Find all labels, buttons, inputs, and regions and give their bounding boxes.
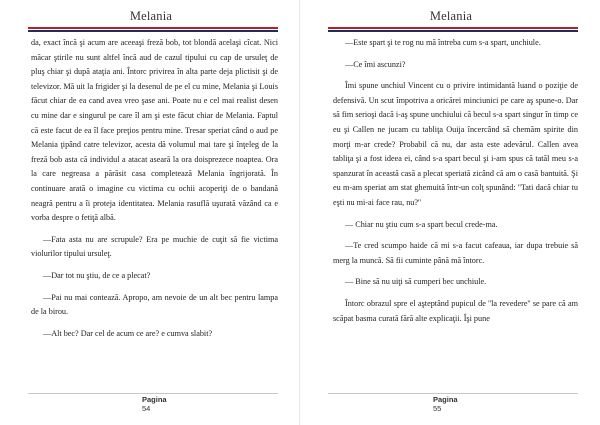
footer-label: Pagina (142, 395, 167, 404)
running-head: Melania (429, 9, 473, 23)
header-rule-navy (328, 30, 578, 32)
paragraph: da, exact încă şi acum are aceeaşi freză bob, tot blondă acelaşi cîcat. Nici măcar ştirile nu sunt altfel încă aud de cazul tipului cu cap de ursuleţ de pluş chiar şi după ataţia ani. Întorc privirea în alta parte deja plictisit şi de televizor. Mă uit la frigider şi la desenul de pe el cu mine, Melania şi Louis făcut chiar de ea cand avea vreo şase ani. Poate nu e cel mai realist desen cu mine dar e singurul pe care îl am şi este făcut chiar de Melania. Faptul că este facut de ea îl face preţios pentru mine. Tresar speriat când o aud pe Melania ţipând catre televizor, acesta dă volumul mai tare şi înţeleg de la freză bob asta că individul a atacat aseară la ora doisprezece noaptea. Ora la care negreasa a părăsit casa completează Melania îngrijorată. În continuare arată o imagine cu victima cu ochii acoperiţi de o bandană neagră pentru a îi proteja identitatea. Melania rasuflă uşurată văzând ca e vorba despre o fetiţă albă. (31, 38, 278, 223)
page-number: 54 (142, 404, 151, 413)
paragraph: — Chiar nu ştiu cum s-a spart becul crede-ma. (345, 219, 498, 229)
body-text (333, 36, 578, 333)
paragraph: — Bine să nu uiţi să cumperi bec unchiule. (345, 277, 487, 287)
running-head: Melania (129, 9, 173, 23)
paragraph: —Dar tot nu ştiu, de ce a plecat? (43, 270, 151, 280)
paragraph: —Ce îmi ascunzi? (345, 59, 406, 69)
header-rule-red (28, 27, 278, 29)
page-footer (142, 395, 167, 413)
paragraph: —Te cred scumpo haide că mi s-a facut cafeaua, iar dupa trebuie să merg la muncă. Să fii cuminte până mă întorc. (333, 241, 578, 265)
header-rule-navy (28, 30, 278, 32)
right-page (300, 0, 600, 425)
paragraph: —Este spart şi te rog nu mă întreba cum s-a spart, unchiule. (345, 38, 541, 47)
footer-rule (28, 393, 278, 394)
header-rule-red (328, 27, 578, 29)
paragraph: —Pai nu mai contează. Apropo, am nevoie de un alt bec pentru lampa de la birou. (31, 292, 278, 317)
page-footer (433, 395, 458, 413)
paragraph: Întorc obrazul spre el aşteptând pupicul de ''la revedere'' se pare că am scăpat basma curată fără alte explicaţii. Îşi pune (333, 298, 578, 323)
footer-rule (328, 393, 578, 394)
body-text (31, 36, 278, 348)
paragraph: —Alt bec? Dar cel de acum ce are? e cumva slabit? (43, 328, 213, 338)
paragraph: —Fata asta nu are scrupule? Era pe muchie de cuţit să fie victima violurilor tipului ursuleţ. (31, 234, 278, 259)
page-number: 55 (433, 404, 442, 413)
paragraph: Îmi spune unchiul Vincent cu o privire intimidantă luand o poziţie de defensivă. Un scut împotriva a oricărei minciunici pe care aş spune-o. Dar să fim serioşi dacă i-aş spune unchiului că becul s-a spart singur în timp ce eu şi Callen ne jucam cu tabliţa Ouija încercând să chemăm spirite din morţi m-ar crede? Probabil că nu, dar asta este adevărul. Callen avea tabliţa şi a fost ideea ei, când s-a spart becul şi i-am spus că tatăl meu s-a spanzurat în această casă a plecat speriată zicând că am o casă bantuită. Şi eu m-am speriat am stat ghemuită într-un colţ spunând: ''Tati dacă chiar tu eşti nu mi-ai face rau, nu?'' (333, 81, 578, 207)
footer-label: Pagina (433, 395, 458, 404)
